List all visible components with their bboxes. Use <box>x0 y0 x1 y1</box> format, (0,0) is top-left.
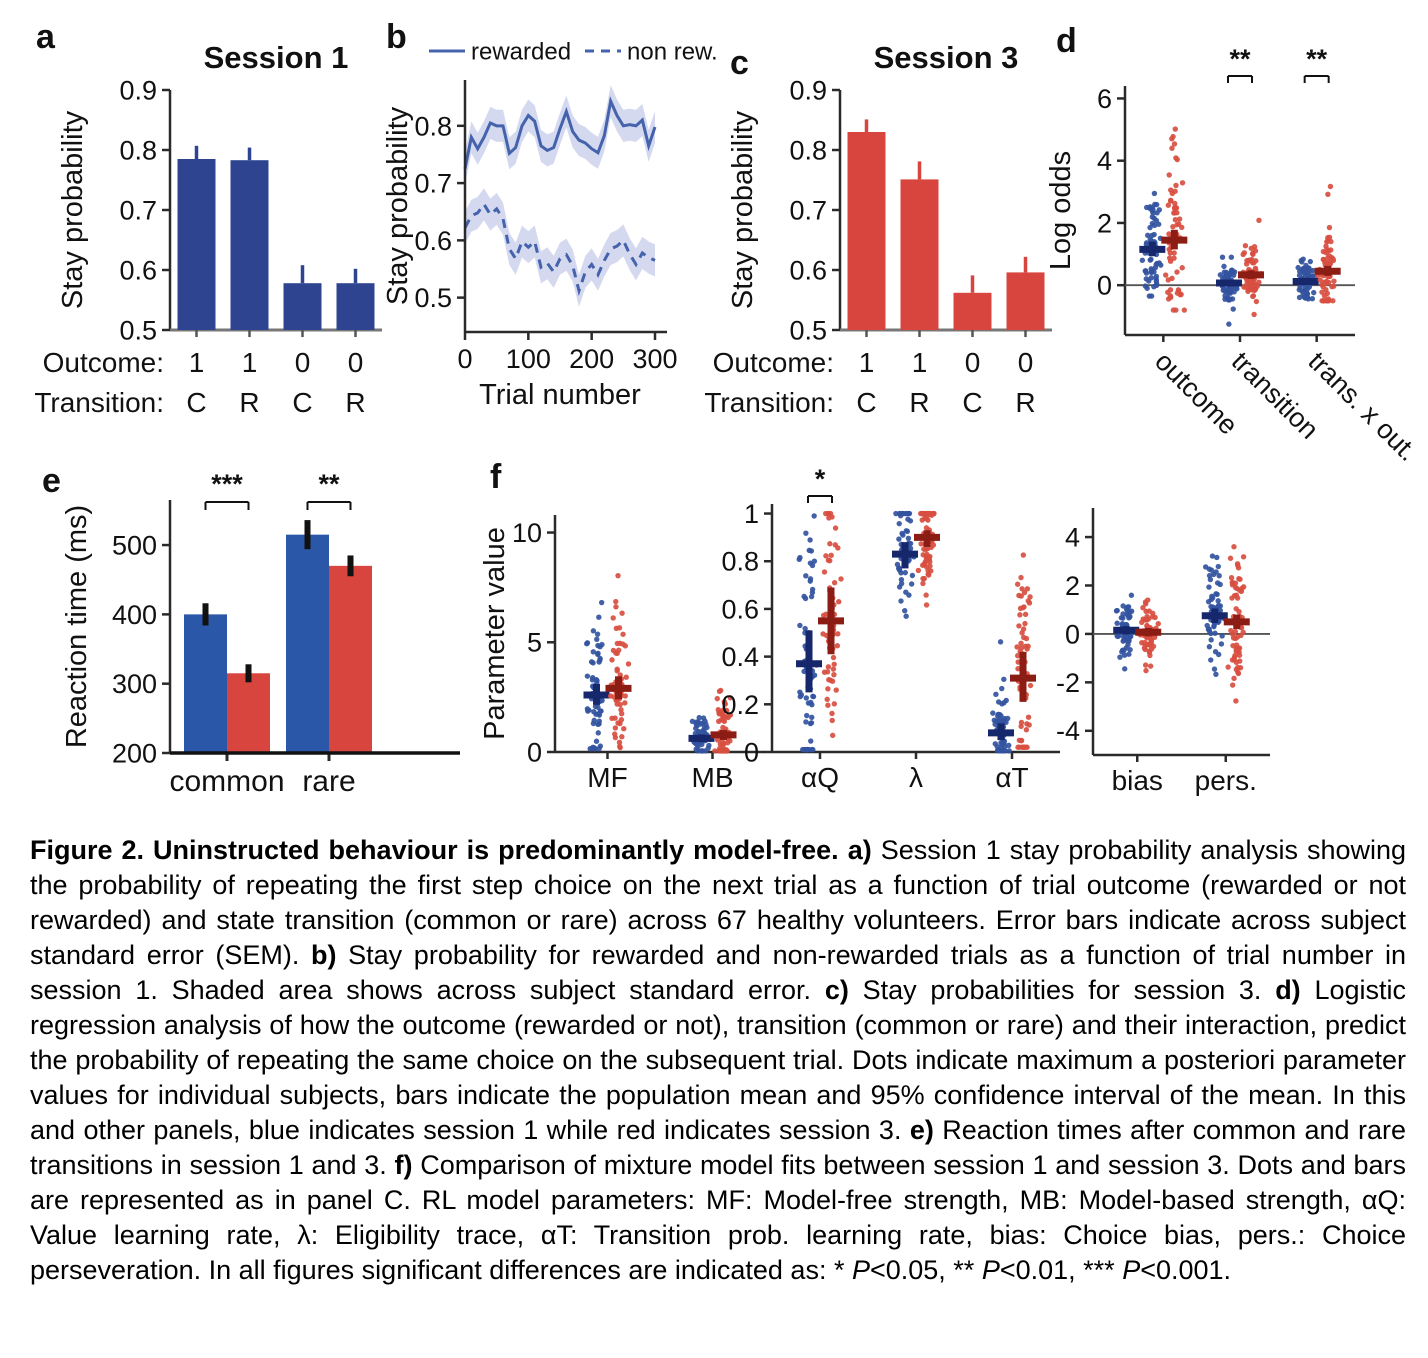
panel-label-b: b <box>386 18 407 56</box>
caption-segment: <0.01, *** <box>999 1255 1123 1285</box>
svg-text:*: * <box>814 464 826 494</box>
caption-segment: Stay probabilities for session 3. <box>848 975 1276 1005</box>
svg-text:1: 1 <box>241 347 258 378</box>
svg-text:0: 0 <box>743 737 759 768</box>
svg-text:4: 4 <box>1096 146 1112 177</box>
figure-caption <box>30 833 1406 1288</box>
svg-text:0.5: 0.5 <box>414 283 452 314</box>
svg-text:2: 2 <box>1096 208 1112 239</box>
svg-text:500: 500 <box>111 530 157 561</box>
svg-text:rare: rare <box>302 765 356 798</box>
svg-text:300: 300 <box>632 344 678 374</box>
panel-a-stay-probability-chart <box>30 20 390 460</box>
svg-text:common: common <box>169 765 285 798</box>
svg-text:10: 10 <box>511 518 542 549</box>
svg-text:0.7: 0.7 <box>789 195 827 226</box>
panel-label-d: d <box>1056 22 1077 60</box>
svg-text:non rew.: non rew. <box>627 38 718 66</box>
svg-text:200: 200 <box>569 344 615 374</box>
caption-segment: Stay probability for rewarded and non-rewarded trials as a function of trial number in session 1. Shaded area shows across subject standard error. <box>30 940 1407 1005</box>
svg-text:**: ** <box>1306 44 1328 74</box>
svg-text:0.9: 0.9 <box>119 75 157 106</box>
svg-text:rewarded: rewarded <box>471 38 572 66</box>
svg-text:0.9: 0.9 <box>789 75 827 106</box>
svg-text:1: 1 <box>858 347 875 378</box>
svg-text:αQ: αQ <box>801 762 839 793</box>
svg-text:pers.: pers. <box>1194 765 1257 796</box>
svg-text:-2: -2 <box>1055 667 1080 698</box>
svg-text:transition: transition <box>1225 346 1325 445</box>
panel-e-reaction-time-chart <box>30 460 490 830</box>
caption-segment: f) <box>394 1150 413 1180</box>
svg-text:R: R <box>239 387 260 418</box>
svg-text:Parameter value: Parameter value <box>479 527 511 740</box>
caption-segment: P <box>981 1255 1000 1285</box>
svg-text:0.8: 0.8 <box>789 135 827 166</box>
svg-text:400: 400 <box>111 599 157 630</box>
caption-segment: Figure 2. Uninstructed behaviour is predominantly model-free. <box>30 835 848 865</box>
panel-d-log-odds-swarm-chart <box>1040 20 1428 467</box>
svg-text:Stay probability: Stay probability <box>727 110 759 310</box>
svg-text:0.6: 0.6 <box>119 255 157 286</box>
panel-f-parameter-swarm-chart-3 <box>1020 460 1428 830</box>
svg-text:**: ** <box>1229 44 1251 74</box>
svg-text:5: 5 <box>526 627 542 658</box>
svg-text:0.2: 0.2 <box>721 689 759 720</box>
svg-text:***: *** <box>211 469 243 499</box>
caption-segment: P <box>1122 1255 1141 1285</box>
svg-text:Log odds: Log odds <box>1045 150 1077 271</box>
svg-text:0: 0 <box>1017 347 1034 378</box>
svg-text:Stay probability: Stay probability <box>57 110 89 310</box>
svg-text:200: 200 <box>111 738 157 769</box>
svg-text:2: 2 <box>1064 570 1080 601</box>
panel-b-stay-probability-timecourse-chart <box>382 20 725 460</box>
svg-text:Session 3: Session 3 <box>873 40 1019 75</box>
svg-text:C: C <box>856 387 877 418</box>
svg-text:1: 1 <box>743 498 759 529</box>
svg-text:0.8: 0.8 <box>119 135 157 166</box>
svg-text:R: R <box>909 387 930 418</box>
caption-segment: b) <box>311 940 337 970</box>
svg-text:**: ** <box>318 469 340 499</box>
svg-text:0: 0 <box>347 347 364 378</box>
svg-text:-4: -4 <box>1055 716 1080 747</box>
svg-text:trans. x out.: trans. x out. <box>1302 346 1424 467</box>
svg-text:1: 1 <box>188 347 205 378</box>
caption-segment: d) <box>1275 975 1301 1005</box>
svg-text:Outcome:: Outcome: <box>712 347 834 378</box>
svg-text:0.4: 0.4 <box>721 642 759 673</box>
caption-segment: Comparison of mixture model fits between session 1 and session 3. Dots and bars are represented as in panel C. RL model parameters: MF: Model-free strength, MB: Model-based strength, αQ: Value learning rate, λ: Eligibility trace, αT: Transition prob. learning rate, bias: Choice bias, pers.: Choice perseveration. In all figures significant differences are indicated as: * <box>30 1150 1406 1285</box>
svg-text:Trial number: Trial number <box>479 379 641 411</box>
svg-text:0: 0 <box>294 347 311 378</box>
caption-segment: P <box>851 1255 870 1285</box>
panel-label-f: f <box>490 458 502 496</box>
svg-text:Reaction time (ms): Reaction time (ms) <box>61 504 93 749</box>
svg-text:0.6: 0.6 <box>414 225 452 256</box>
svg-text:0: 0 <box>457 344 473 374</box>
svg-text:0: 0 <box>526 737 542 768</box>
caption-segment: <0.001. <box>1140 1255 1232 1285</box>
svg-text:0.8: 0.8 <box>721 546 759 577</box>
svg-text:Stay probability: Stay probability <box>382 106 414 306</box>
svg-text:outcome: outcome <box>1149 346 1244 441</box>
svg-text:0.5: 0.5 <box>119 315 157 346</box>
svg-text:R: R <box>1015 387 1036 418</box>
svg-text:0.5: 0.5 <box>789 315 827 346</box>
svg-text:100: 100 <box>505 344 551 374</box>
panel-label-a: a <box>36 18 55 56</box>
svg-text:Outcome:: Outcome: <box>42 347 164 378</box>
svg-text:0.6: 0.6 <box>789 255 827 286</box>
caption-segment: Session 1 stay probability analysis showing the probability of repeating the first step choice on the next trial as a function of trial outcome (rewarded or not rewarded) and state transition (common or rare) across 67 healthy volunteers. Error bars indicate across subject standard error (SEM). <box>30 835 1407 970</box>
caption-segment: Logistic regression analysis of how the outcome (rewarded or not), transition (common or rare) and their interaction, predict the probability of repeating the same choice on the subsequent trial. Dots indicate maximum a posteriori parameter values for individual subjects, bars indicate the population mean and 95% confidence interval of the mean. In this and other panels, blue indicates session 1 while red indicates session 3. <box>30 975 1406 1145</box>
svg-text:MF: MF <box>587 762 628 793</box>
caption-segment: a) <box>847 835 872 865</box>
svg-text:Transition:: Transition: <box>34 387 164 418</box>
caption-segment: e) <box>909 1115 934 1145</box>
svg-text:bias: bias <box>1111 765 1163 796</box>
svg-text:R: R <box>345 387 366 418</box>
svg-text:Transition:: Transition: <box>704 387 834 418</box>
caption-segment: <0.05, ** <box>869 1255 982 1285</box>
panel-c-stay-probability-chart <box>700 20 1060 460</box>
svg-text:MB: MB <box>691 762 734 793</box>
caption-segment: Reaction times after common and rare transitions in session 1 and 3. <box>30 1115 1406 1180</box>
svg-text:0.7: 0.7 <box>414 168 452 199</box>
svg-text:0: 0 <box>1064 619 1080 650</box>
svg-text:0.6: 0.6 <box>721 594 759 625</box>
svg-text:C: C <box>962 387 983 418</box>
svg-text:0: 0 <box>1096 270 1112 301</box>
caption-segment: c) <box>824 975 849 1005</box>
svg-text:C: C <box>186 387 207 418</box>
svg-text:C: C <box>292 387 313 418</box>
svg-text:0.7: 0.7 <box>119 195 157 226</box>
svg-text:1: 1 <box>911 347 928 378</box>
panel-label-c: c <box>730 44 749 82</box>
svg-text:6: 6 <box>1096 83 1112 114</box>
svg-text:0: 0 <box>964 347 981 378</box>
svg-text:αT: αT <box>995 762 1029 793</box>
svg-text:300: 300 <box>111 669 157 700</box>
svg-text:λ: λ <box>909 762 923 793</box>
svg-text:4: 4 <box>1064 522 1080 553</box>
panel-label-e: e <box>42 462 61 500</box>
svg-text:Session 1: Session 1 <box>203 40 349 75</box>
svg-text:0.8: 0.8 <box>414 111 452 142</box>
